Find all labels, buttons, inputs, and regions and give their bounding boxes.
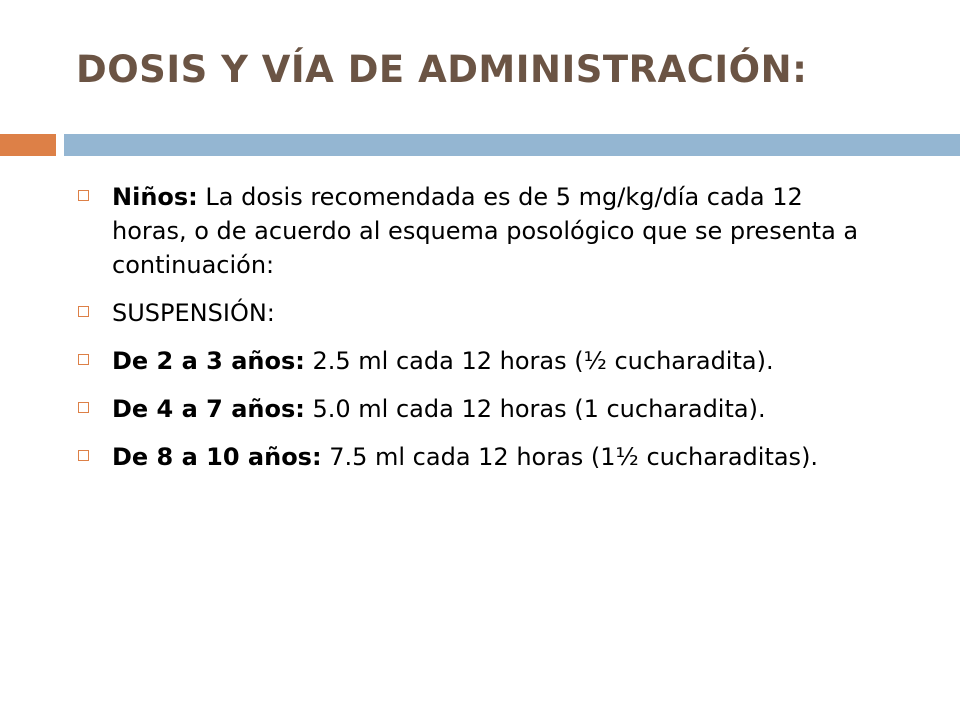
hollow-square-icon xyxy=(78,190,89,201)
hollow-square-icon xyxy=(78,450,89,461)
bullet-list xyxy=(76,180,876,488)
bullet-item-2-3-anos xyxy=(76,344,876,378)
bullet-text: SUSPENSIÓN: xyxy=(112,299,275,327)
slide-title: DOSIS Y VÍA DE ADMINISTRACIÓN: xyxy=(76,48,808,91)
bullet-lead: De 4 a 7 años: xyxy=(112,395,305,423)
bullet-item-4-7-anos xyxy=(76,392,876,426)
hollow-square-icon xyxy=(78,306,89,317)
bullet-item-suspension xyxy=(76,296,876,330)
bullet-item-ninos xyxy=(76,180,876,282)
bullet-text: 7.5 ml cada 12 horas (1½ cucharaditas). xyxy=(321,443,819,471)
hollow-square-icon xyxy=(78,402,89,413)
bullet-text: 5.0 ml cada 12 horas (1 cucharadita). xyxy=(304,395,766,423)
accent-bar-blue xyxy=(64,134,960,156)
accent-bar-orange xyxy=(0,134,56,156)
bullet-text: 2.5 ml cada 12 horas (½ cucharadita). xyxy=(304,347,774,375)
bullet-lead: Niños: xyxy=(112,183,198,211)
bullet-text: La dosis recomendada es de 5 mg/kg/día cada 12 horas, o de acuerdo al esquema posológico que se presenta a continuación: xyxy=(112,183,859,279)
bullet-lead: De 8 a 10 años: xyxy=(112,443,322,471)
hollow-square-icon xyxy=(78,354,89,365)
bullet-lead: De 2 a 3 años: xyxy=(112,347,305,375)
bullet-item-8-10-anos xyxy=(76,440,876,474)
